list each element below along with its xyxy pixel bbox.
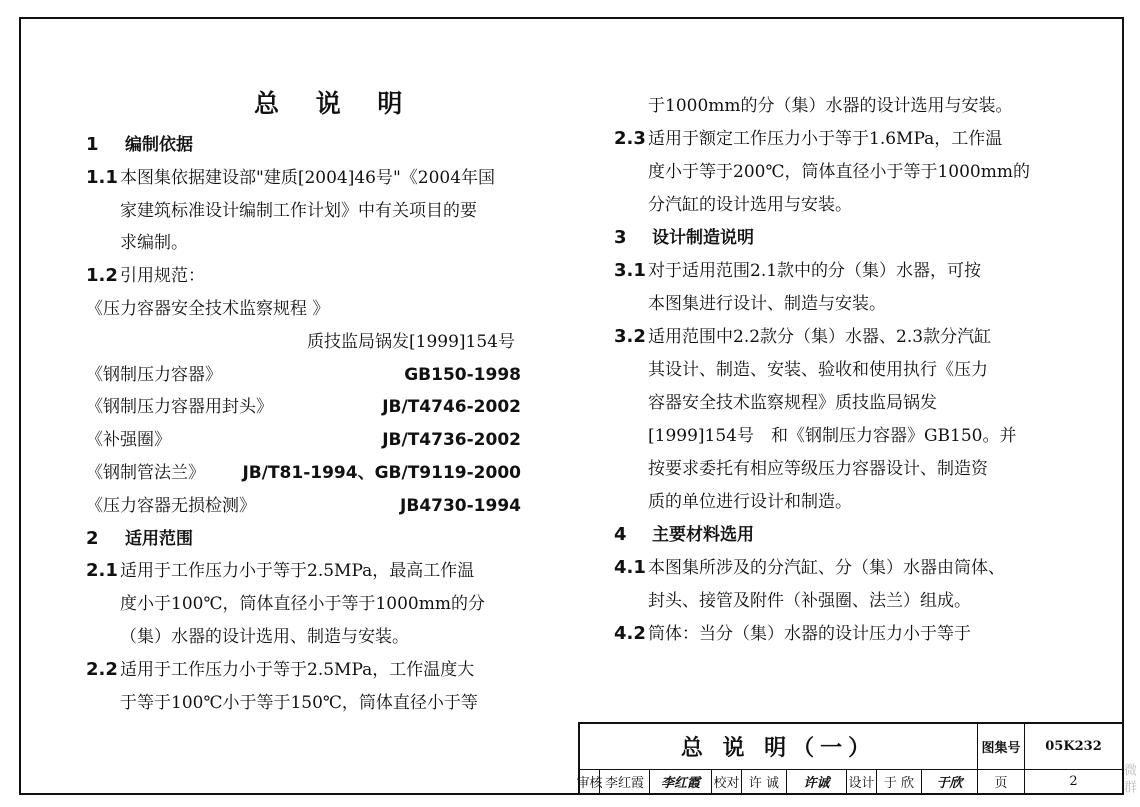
line-text: 《钢制管法兰》: [86, 463, 205, 483]
line-text: 度小于等于200℃，筒体直径小于等于1000mm的: [648, 162, 1030, 182]
design-signature: 于欣: [922, 770, 978, 794]
clause-number: 3.2: [614, 326, 646, 347]
watermark-text: 微 群: [1121, 763, 1136, 794]
line-text: [1999]154号 和《钢制压力容器》GB150。并: [648, 426, 1017, 446]
line-text: 《钢制压力容器》: [86, 364, 222, 385]
atlas-label: 图集号: [978, 724, 1025, 770]
standard-code: JB4730-1994: [400, 495, 521, 516]
design-label: 设计: [847, 770, 877, 794]
atlas-number: 05K232: [1025, 724, 1123, 770]
line-text: 容器安全技术监察规程》质技监局锅发: [648, 393, 937, 413]
line-text: 适用范围中2.2款分（集）水器、2.3款分汽缸: [648, 327, 992, 347]
line-text: 适用于工作压力小于等于2.5MPa，工作温度大: [120, 659, 475, 680]
line-text: 于1000mm的分（集）水器的设计选用与安装。: [648, 96, 1013, 116]
review-signature: 李红霞: [650, 770, 712, 794]
line-text: （集）水器的设计选用、制造与安装。: [120, 627, 409, 647]
page-title: 总 说 明: [254, 89, 417, 118]
line-text: 《钢制压力容器用封头》: [86, 397, 273, 418]
design-name: 于 欣: [877, 770, 922, 794]
clause-number: 2.3: [614, 128, 646, 149]
line-text: 家建筑标准设计编制工作计划》中有关项目的要: [120, 200, 477, 221]
check-name: 许 诚: [742, 770, 787, 794]
line-text: 适用范围: [125, 528, 193, 549]
review-label: 审核: [580, 770, 600, 794]
clause-number: 2.1: [86, 560, 118, 582]
line-text: 《压力容器安全技术监察规程 》: [86, 299, 330, 319]
line-text: 求编制。: [120, 233, 188, 254]
line-text: 《压力容器无损检测》: [86, 495, 256, 516]
line-text: 本图集所涉及的分汽缸、分（集）水器由筒体、: [648, 558, 1005, 578]
clause-number: 3.1: [614, 260, 646, 281]
line-text: 《补强圈》: [86, 430, 171, 451]
line-text: 于等于100℃小于等于150℃，筒体直径小于等: [120, 692, 478, 713]
clause-number: 1.2: [86, 265, 118, 287]
line-text: 质技监局锅发[1999]154号: [307, 331, 515, 352]
clause-number: 3: [614, 227, 627, 248]
page-label: 页: [978, 770, 1025, 794]
line-text: 适用于额定工作压力小于等于1.6MPa，工作温: [648, 129, 1003, 149]
line-text: 其设计、制造、安装、验收和使用执行《压力: [648, 360, 988, 380]
standard-code: JB/T4746-2002: [382, 397, 521, 418]
clause-number: 4: [614, 524, 627, 545]
line-text: 设计制造说明: [652, 228, 754, 248]
standard-code: GB150-1998: [404, 364, 521, 385]
clause-number: 4.2: [614, 623, 646, 644]
line-text: 质的单位进行设计和制造。: [648, 492, 852, 512]
line-text: 对于适用范围2.1款中的分（集）水器，可按: [648, 261, 982, 281]
clause-number: 2.2: [86, 658, 118, 680]
clause-number: 1: [86, 134, 99, 155]
line-text: 引用规范：: [120, 266, 205, 287]
clause-number: 1.1: [86, 166, 118, 188]
line-text: 按要求委托有相应等级压力容器设计、制造资: [648, 459, 988, 479]
line-text: 本图集进行设计、制造与安装。: [648, 294, 886, 314]
review-name: 李红霞: [600, 770, 650, 794]
line-text: 封头、接管及附件（补强圈、法兰）组成。: [648, 591, 971, 611]
line-text: 度小于100℃，筒体直径小于等于1000mm的分: [120, 594, 485, 615]
clause-number: 4.1: [614, 557, 646, 578]
line-text: 筒体：当分（集）水器的设计压力小于等于: [648, 624, 971, 644]
line-text: 分汽缸的设计选用与安装。: [648, 195, 852, 215]
line-text: 适用于工作压力小于等于2.5MPa，最高工作温: [120, 561, 475, 582]
title-block: [578, 722, 1123, 794]
standard-code: JB/T4736-2002: [382, 430, 521, 451]
check-signature: 许诚: [787, 770, 847, 794]
line-text: 编制依据: [125, 135, 193, 155]
sheet-title: 总 说 明（一）: [580, 724, 978, 770]
line-text: 本图集依据建设部"建质[2004]46号"《2004年国: [120, 167, 496, 188]
clause-number: 2: [86, 527, 99, 549]
page-number: 2: [1025, 770, 1123, 794]
line-text: 主要材料选用: [652, 525, 754, 545]
check-label: 校对: [712, 770, 742, 794]
standard-code: JB/T81-1994、GB/T9119-2000: [242, 463, 521, 483]
